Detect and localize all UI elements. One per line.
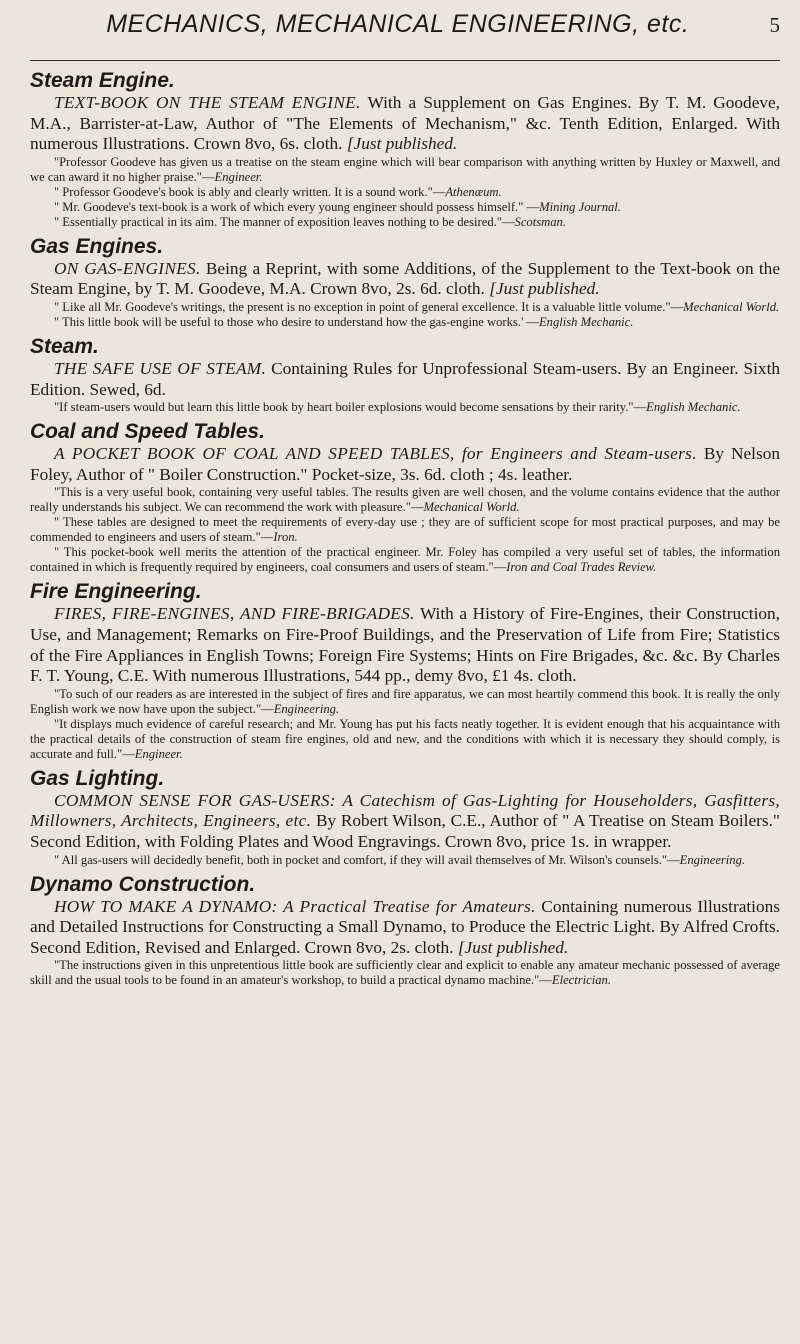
review-text: " This pocket-book well merits the attention of the practical engineer. Mr. Foley has compiled a very useful set of tables, the information contained in which is frequently required by engineers, coal consumers and users of steam."— bbox=[30, 545, 780, 575]
review-quote bbox=[30, 958, 780, 988]
review-text: "Professor Goodeve has given us a treatise on the steam engine which will bear comparison with anything written by Huxley or Maxwell, and we can award it no higher praise."— bbox=[30, 154, 780, 184]
catalogue-entry bbox=[30, 69, 780, 230]
category-heading: Coal and Speed Tables. bbox=[30, 420, 265, 444]
review-text: " All gas-users will decidedly benefit, both in pocket and comfort, if they will avail themselves of Mr. Wilson's counsels."— bbox=[54, 852, 680, 867]
review-quote bbox=[30, 215, 780, 230]
category-heading: Steam. bbox=[30, 334, 99, 358]
review-source: Scotsman. bbox=[514, 214, 566, 229]
category-heading: Gas Engines. bbox=[30, 234, 164, 258]
book-description bbox=[30, 93, 780, 155]
review-quote bbox=[30, 485, 780, 515]
category-heading: Steam Engine. bbox=[30, 69, 175, 92]
review-text: "It displays much evidence of careful research; and Mr. Young has put his facts neatly together. It is evident enough that his acquaintance with the practical details of the construction of steam fire engines, old and new, and the conditions with which it is necessary they should comply, is accurate and full."— bbox=[30, 716, 780, 761]
review-source: Engineer. bbox=[134, 746, 183, 761]
review-quote bbox=[30, 185, 780, 200]
review-quote bbox=[30, 545, 780, 575]
book-title: ON GAS-ENGINES. bbox=[54, 258, 201, 278]
book-details: Being a Reprint, with some Additions, of the Supplement to the Text-book on the Steam Engine, by T. M. Goodeve, M.A. Crown 8vo, 2s. 6d. cloth. bbox=[30, 258, 780, 299]
review-text: "To such of our readers as are interested in the subject of fires and fire apparatus, we can most heartily commend this book. It is really the only English work we now have upon the subject."— bbox=[30, 686, 780, 716]
review-source: Engineering. bbox=[273, 701, 340, 716]
review-source: Iron. bbox=[273, 530, 298, 545]
page-number: 5 bbox=[769, 13, 780, 37]
book-details: By Robert Wilson, C.E., Author of " A Treatise on Steam Boilers." Second Edition, with Folding Plates and Wood Engravings. Crown 8vo, price 1s. in wrapper. bbox=[30, 811, 780, 851]
running-head bbox=[30, 10, 780, 54]
catalogue-entry bbox=[30, 235, 780, 330]
review-text: " Mr. Goodeve's text-book is a work of which every young engineer should possess himself." — bbox=[54, 199, 540, 214]
book-details: By Nelson Foley, Author of " Boiler Construction." Pocket-size, 3s. 6d. cloth ; 4s. leather. bbox=[30, 444, 780, 484]
book-title: A POCKET BOOK OF COAL AND SPEED TABLES, for Engineers and Steam-users. bbox=[54, 444, 697, 464]
book-description bbox=[30, 897, 780, 959]
running-head-title: MECHANICS, MECHANICAL ENGINEERING, etc. bbox=[106, 10, 690, 38]
book-details: Containing Rules for Unprofessional Steam-users. By an Engineer. Sixth Edition. Sewed, 6d. bbox=[30, 358, 781, 399]
review-text: "This is a very useful book, containing very useful tables. The results given are well chosen, and the volume contains evidence that the author really understands his subject. We can recommend the work with pleasure."— bbox=[30, 485, 780, 515]
review-quote bbox=[30, 853, 780, 868]
catalogue-entry bbox=[30, 335, 780, 415]
catalogue-entry bbox=[30, 873, 780, 989]
review-text: " Essentially practical in its aim. The manner of exposition leaves nothing to be desired."— bbox=[54, 214, 515, 229]
book-title: HOW TO MAKE A DYNAMO: A Practical Treatise for Amateurs. bbox=[54, 896, 536, 916]
category-heading: Dynamo Construction. bbox=[30, 872, 256, 896]
publication-status: [Just published. bbox=[489, 279, 600, 299]
book-details: With a History of Fire-Engines, their Construction, Use, and Management; Remarks on Fire-Proof Buildings, and the Preservation of Life from Fire; Statistics of the Fire Appliances in English Towns; Foreign Fire Systems; Hints on Fire Brigades, &c. &c. By Charles F. T. Young, C.E. With numerous Illustrations, 544 pp., demy 8vo, £1 4s. cloth. bbox=[30, 604, 780, 686]
review-text: " Like all Mr. Goodeve's writings, the present is no exception in point of general excellence. It is a valuable little volume."— bbox=[54, 299, 684, 314]
review-quote bbox=[30, 515, 780, 545]
review-quote bbox=[30, 717, 780, 762]
catalogue-sections bbox=[30, 69, 780, 988]
book-title: THE SAFE USE OF STEAM. bbox=[54, 358, 267, 378]
book-details: With a Supplement on Gas Engines. By T. M. Goodeve, M.A., Barrister-at-Law, Author of "The Elements of Mechanism," &c. Tenth Edition, Enlarged. With numerous Illustrations. Crown 8vo, 6s. cloth. bbox=[30, 93, 781, 154]
catalogue-entry bbox=[30, 580, 780, 761]
review-source: Athenæum. bbox=[445, 184, 502, 199]
header-rule bbox=[30, 60, 780, 61]
review-quote bbox=[30, 200, 780, 215]
catalogue-entry bbox=[30, 420, 780, 575]
review-text: " These tables are designed to meet the requirements of every-day use ; they are of sufficient scope for most practical purposes, and may be commended to engineers and users of steam."— bbox=[30, 515, 780, 545]
review-text: " Professor Goodeve's book is ably and clearly written. It is a sound work."— bbox=[54, 184, 446, 199]
review-source: English Mechanic. bbox=[538, 314, 634, 329]
review-source: Mechanical World. bbox=[423, 500, 520, 515]
publication-status: [Just published. bbox=[457, 937, 569, 957]
review-quote bbox=[30, 400, 780, 415]
catalogue-entry bbox=[30, 767, 780, 868]
review-quote bbox=[30, 155, 780, 185]
book-description bbox=[30, 444, 780, 485]
review-text: "The instructions given in this unpretentious little book are sufficiently clear and explicit to enable any amateur mechanic possessed of average skill and the usual tools to be found in an amateur's workshop, to build a practical dynamo machine."— bbox=[30, 958, 780, 988]
review-source: English Mechanic. bbox=[646, 400, 741, 415]
review-quote bbox=[30, 315, 780, 330]
review-source: Engineer. bbox=[214, 169, 263, 184]
book-title: TEXT-BOOK ON THE STEAM ENGINE. bbox=[54, 93, 361, 112]
review-text: "If steam-users would but learn this little book by heart boiler explosions would become sensations by their rarity."— bbox=[54, 400, 647, 415]
review-source: Mechanical World. bbox=[683, 299, 780, 314]
book-description bbox=[30, 791, 780, 853]
book-description bbox=[30, 604, 780, 686]
review-quote bbox=[30, 687, 780, 717]
publication-status: [Just published. bbox=[346, 134, 458, 154]
review-text: " This little book will be useful to those who desire to understand how the gas-engine works.' — bbox=[54, 314, 539, 329]
review-source: Electrician. bbox=[551, 973, 611, 988]
review-source: Engineering. bbox=[679, 852, 746, 867]
review-source: Mining Journal. bbox=[539, 199, 621, 214]
book-description bbox=[30, 259, 780, 300]
category-heading: Gas Lighting. bbox=[30, 766, 165, 790]
book-description bbox=[30, 359, 780, 400]
category-heading: Fire Engineering. bbox=[30, 580, 202, 604]
review-source: Iron and Coal Trades Review. bbox=[506, 560, 657, 575]
book-title: FIRES, FIRE-ENGINES, AND FIRE-BRIGADES. bbox=[54, 604, 415, 624]
book-title: COMMON SENSE FOR GAS-USERS: A Catechism of Gas-Lighting for Householders, Gasfitters, Millowners, Architects, Engineers, etc. bbox=[30, 790, 780, 831]
book-details: Containing numerous Illustrations and Detailed Instructions for Constructing a Small Dynamo, to Produce the Electric Light. By Alfred Crofts. Second Edition, Revised and Enlarged. Crown 8vo, 2s. cloth. bbox=[30, 896, 780, 957]
review-quote bbox=[30, 300, 780, 315]
